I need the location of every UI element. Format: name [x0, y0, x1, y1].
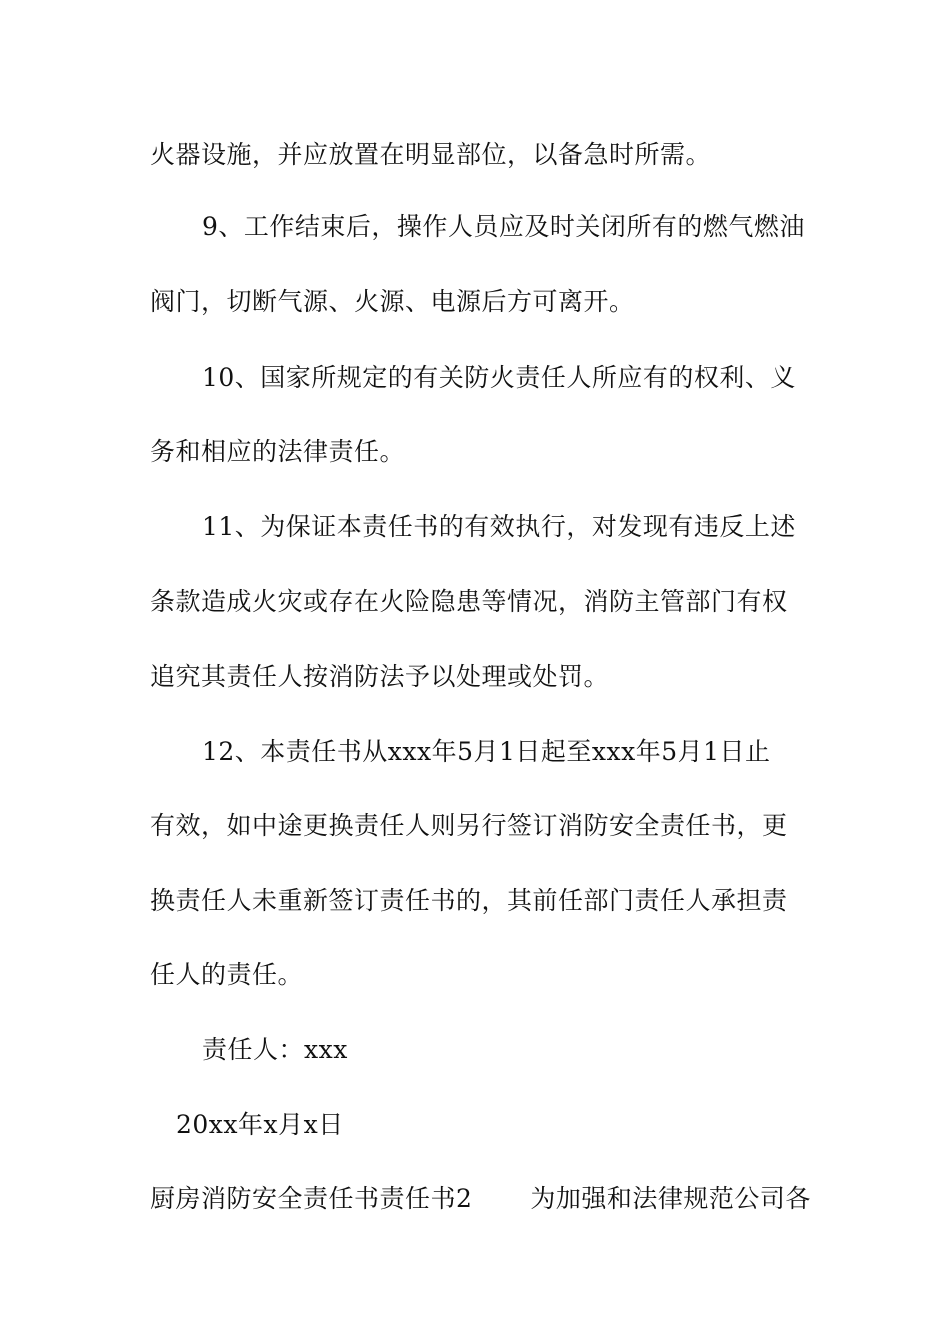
item-12-line-4: 任人的责任。	[150, 960, 304, 989]
item-10-line-2: 务和相应的法律责任。	[150, 437, 406, 466]
item-9-line-1: 9、工作结束后，操作人员应及时关闭所有的燃气燃油	[202, 212, 805, 241]
item-11-line-1: 11、为保证本责任书的有效执行，对发现有违反上述	[202, 512, 796, 541]
item-12-line-1: 12、本责任书从xxx年5月1日起至xxx年5月1日止	[202, 737, 771, 766]
item-12-line-3: 换责任人未重新签订责任书的，其前任部门责任人承担责	[150, 886, 788, 915]
item-11-line-3: 追究其责任人按消防法予以处理或处罚。	[150, 662, 610, 691]
item-12-line-2: 有效，如中途更换责任人则另行签订消防安全责任书，更	[150, 811, 788, 840]
item-11-line-2: 条款造成火灾或存在火险隐患等情况，消防主管部门有权	[150, 587, 788, 616]
item-10-line-1: 10、国家所规定的有关防火责任人所应有的权利、义	[202, 363, 796, 392]
next-document-title: 厨房消防安全责任书责任书2	[150, 1184, 473, 1213]
next-document-text: 为加强和法律规范公司各	[530, 1184, 811, 1213]
date-line: 20xx年x月x日	[176, 1110, 344, 1139]
item-9-line-2: 阀门，切断气源、火源、电源后方可离开。	[150, 287, 635, 316]
signature-line: 责任人：xxx	[202, 1035, 348, 1064]
next-section-line	[150, 1182, 811, 1216]
paragraph-line-1: 火器设施，并应放置在明显部位，以备急时所需。	[150, 140, 712, 169]
